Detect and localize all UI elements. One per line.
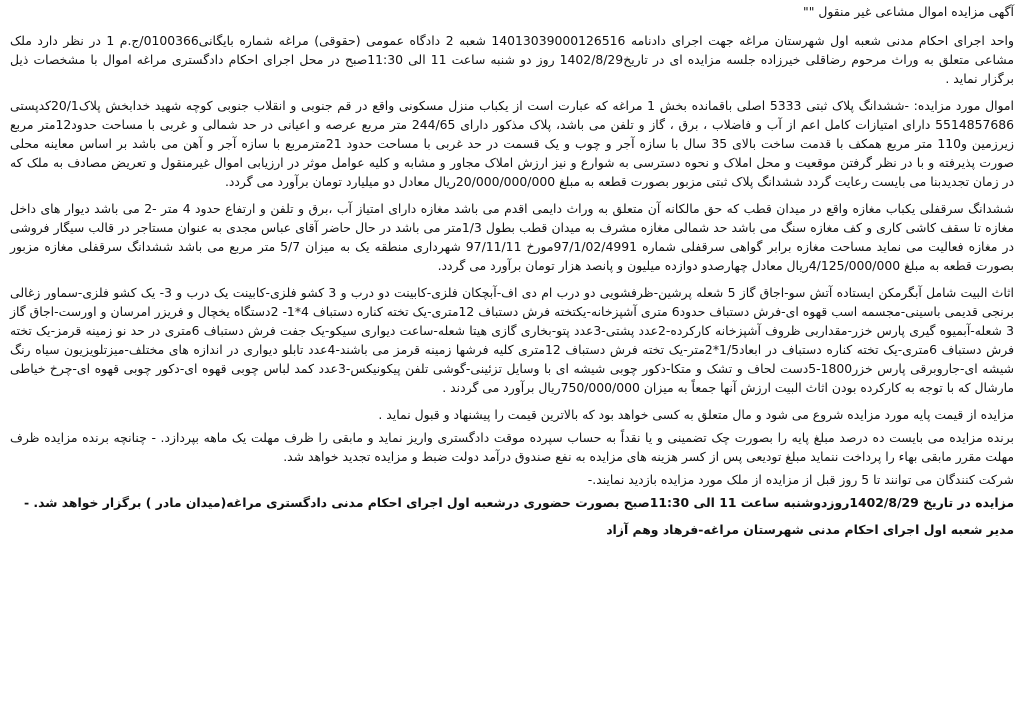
- item-2-shop-goodwill: ششدانگ سرقفلی یکباب مغازه واقع در میدان قطب که حق مالکانه آن متعلق به وراث دایمی اقدم می باشد مغازه دارای امتیاز آب ،برق و تلفن و ارتفاع حدود 4 متر -2 می باشد دیوار های داخل مغازه تا سقف کاشی کاری و کف مغازه سنگ می باشد حد شمالی مغازه مشرف به میدان قطب بطول 1/3متر می باشد در حال حاضر آقای عباس مجدی به عنوان مستاجر در قالب سیگار فروشی در مغازه فعالیت می نماید مساحت مغازه برابر گواهی سرقفلی شماره 97/1/02/4991مورخ 97/11/11 شهرداری منطقه یک به میزان 5/7 متر مربع می باشد ششدانگ سرقفلی مغازه مزبور بصورت قطعه به مبلغ 4/125/000/000ریال معادل چهارصدو دوازده میلیون و پانصد هزار تومان برآورد می گردد.: [10, 201, 1015, 273]
- item-1-property: اموال مورد مزایده: -ششدانگ پلاک ثبتی 5333 اصلی باقمانده بخش 1 مراغه که عبارت است از یکباب منزل مسکونی واقع در قم جنوبی و انقلاب جنوبی کوچه شهید خدابخش پلاک20/1کدپستی 5514857686 دارای امتیازات کامل اعم از آب و فاضلاب ، برق ، گاز و تلفن می باشد، پلاک مذکور دارای 244/65 متر مربع عرصه و اعیانی در حد شمالی و غربی با مساحت حدود12متر مربع زیرزمین و110 متر مربع همکف با قدمت ساخت بالای 35 سال با سازه آجر و چوب و یک قسمت در حد غربی با مساحت حدود 21مترمربع با سازه آجر و آهن می باشد بر اساس معاینه محلی صورت پذیرفته و با در نظر گرفتن موقعیت و محل املاک و نحوه دسترسی به شوارع و نیز ارزش املاک مجاور و مشابه و کلیه عوامل موثر در ارزیابی اموال غیرمنقول و تعریض مصادف به ملک که در زمان تجدیدبنا می بایست رعایت گردد ششدانگ پلاک ثبتی مزبور بصورت قطعه به مبلغ 20/000/000/000ریال معادل دو میلیارد تومان برآورد می گردد.: [10, 98, 1015, 189]
- signature: مدیر شعبه اول اجرای احکام مدنی شهرستان مراغه-فرهاد وهم آزاد: [606, 522, 1014, 537]
- rule-deposit: برنده مزایده می بایست ده درصد مبلغ پایه را بصورت چک تضمینی و یا نقداً به حساب سپرده موقت دادگستری واریز نماید و مابقی را ظرف مهلت یک ماهه بپردازد. - چنانچه برنده مزایده ظرف مهلت مقرر مابقی بهاء را پرداخت ننماید مبلغ تودیعی پس از کسر هزینه های مزایده به نفع صندوق درآمد دولت ضبط و مزایده تجدید خواهد شد.: [10, 430, 1014, 464]
- item-3-household-items: اثاث البیت شامل آبگرمکن ایستاده آتش سو-اجاق گاز 5 شعله پرشین-ظرفشویی دو درب ام دی اف-آبچکان فلزی-کابینت دو درب و 3 کشو فلزی-کابینت یک درب و 3- یک کشو فلزی-سماور زغالی برنجی قدیمی باسینی-مجسمه اسب قهوه ای-فرش دستباف حدود6 متری آشپزخانه-یکتخته فرش دستباف 12متری-یک تخته کناره دستباف 4*1- 2دستگاه یخچال و فریزر امرسان و اورست-اجاق گاز 3 شعله-آبمیوه گیری پارس خزر-مقداربی ظروف آشپزخانه کارکرده-2عدد پشتی-3عدد پتو-بخاری گازی هیتا شعله-ساعت دیواری سیکو-یک جفت فرش دستباف 6متری در حد نو زمینه قرمز-یک تخته فرش دستباف 6متری-یک تخته کناره دستباف در ابعاد1/5*2متر-یک تخته فرش دستباف 12متری کلیه فرشها زمینه قرمز می باشند-4عدد تابلو دیواری در اندازه های مختلف-میزتلویزیون سیاه رنگ شیشه ای-جاروبرقی پارس خزر1800-5دست لحاف و تشک و متکا-دکور چوبی شیشه ای با وسایل تزئینی-گوشی تلفن پیکونیکس-3عدد کمد لباس چوبی قهوه ای-دکور چوبی قهوه ای-چرخ خیاطی مارشال که با توجه به کارکرده بودن اثاث البیت ارزش آنها جمعاً به میزان 750/000/000ریال برآورد می گردند .: [10, 285, 1015, 395]
- rule-visit: شرکت کنندگان می توانند تا 5 روز قبل از مزایده از ملک مورد مزایده بازدید نمایند.-: [587, 472, 1014, 487]
- intro-paragraph: واحد اجرای احکام مدنی شعبه اول شهرستان مراغه جهت اجرای دادنامه 14013039000126516 شعبه 2 دادگاه عمومی (حقوقی) مراغه شماره بایگانی0100366/ج.م 1 در نظر دارد ملک مشاعی متعلق به وراث مرحوم رضاقلی خیرزاده جلسه مزایده ای در تاریخ1402/8/29 روز دو شنبه ساعت 11 الی 11:30صبح در محل اجرای احکام دادگستری مراغه اموال با مشخصات ذیل برگزار نماید .: [10, 33, 1014, 86]
- rule-auction-date: مزایده در تاریخ 1402/8/29روزدوشنبه ساعت 11 الی 11:30صبح بصورت حضوری درشعبه اول اجرای احکام مدنی دادگستری مراغه(میدان مادر ) برگزار خواهد شد. -: [23, 495, 1014, 510]
- notice-title: آگهی مزایده اموال مشاعی غیر منقول "": [803, 4, 1014, 19]
- rule-starting-price: مزایده از قیمت پایه مورد مزایده شروع می شود و مال متعلق به کسی خواهد بود که بالاترین قیمت را پیشنهاد و قبول نماید .: [378, 407, 1014, 422]
